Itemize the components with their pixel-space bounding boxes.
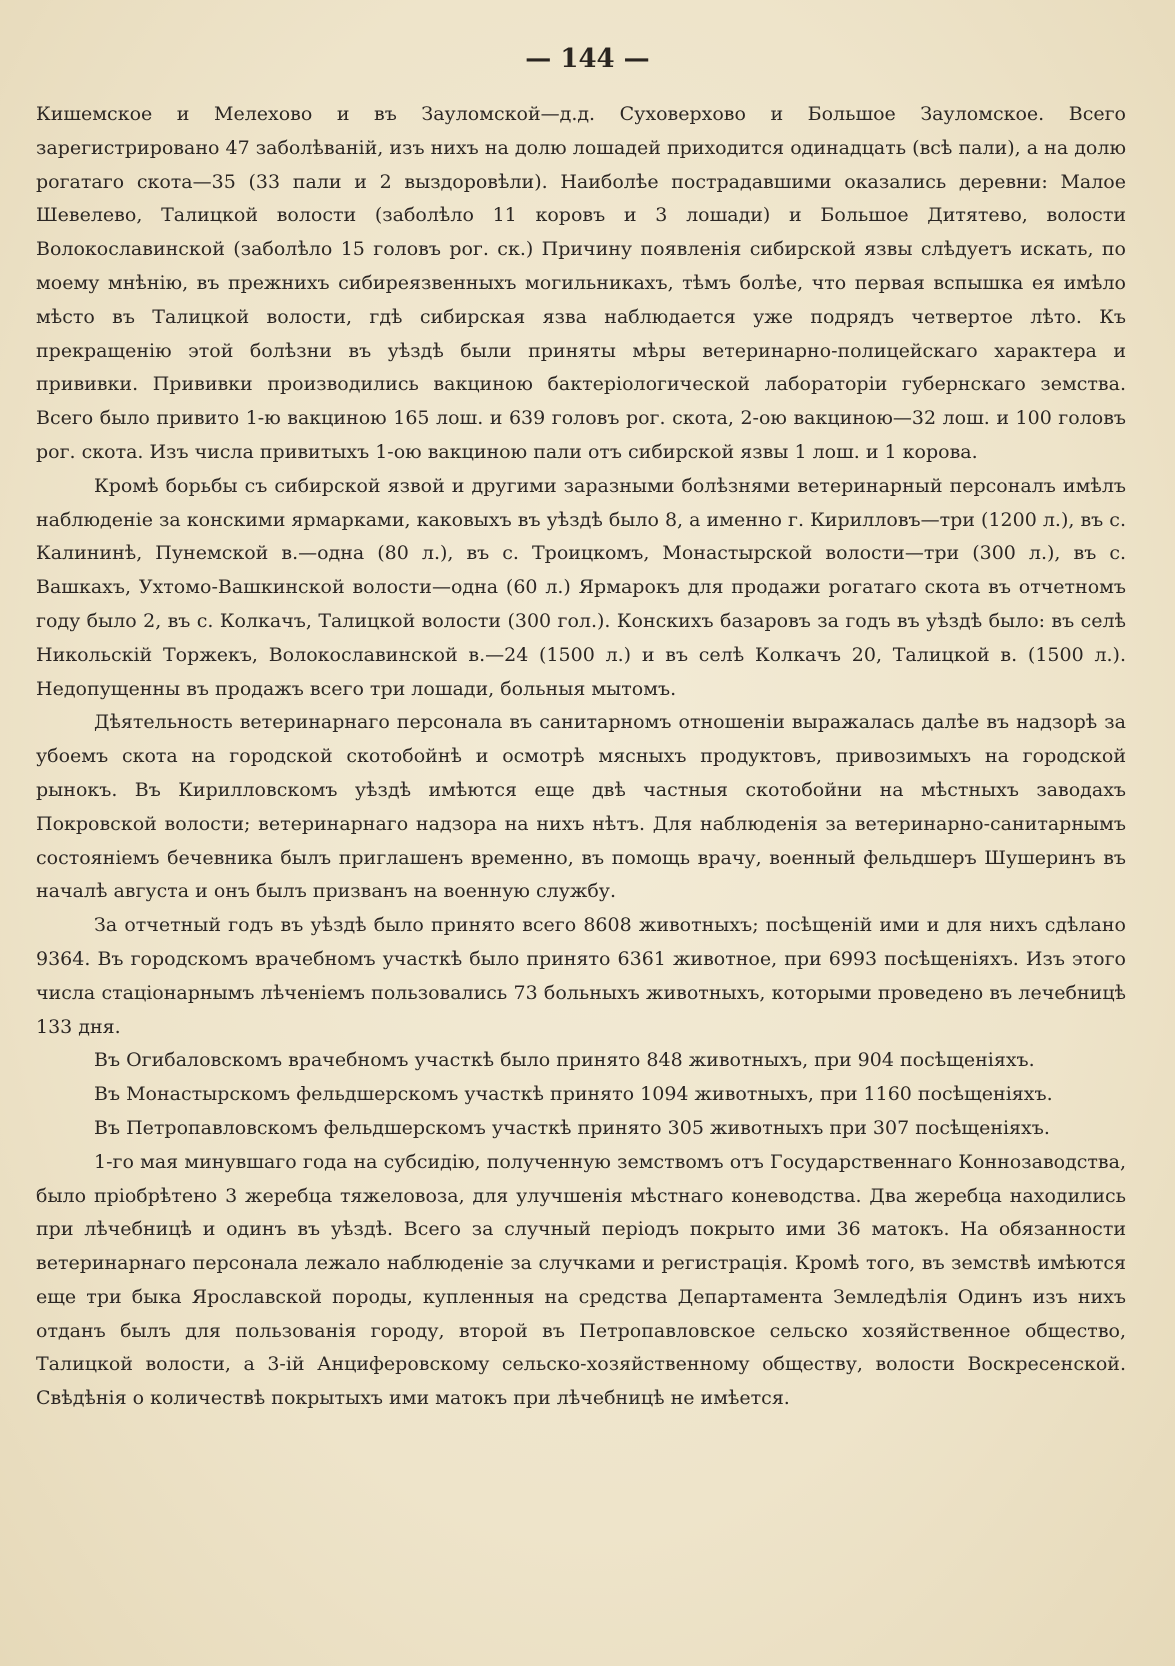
paragraph: 1-го мая минувшаго года на субсидію, полученную земствомъ отъ Государственнаго Коннозаводства, было пріобрѣтено 3 жеребца тяжеловоза, для улучшенія мѣстнаго коневодства. Два жеребца находились при лѣчебницѣ и одинъ въ уѣздѣ. Всего за случный періодъ покрыто ими 36 матокъ. На обязанности ветеринарнаго персонала лежало наблюденіе за случками и регистрація. Кромѣ того, въ земствѣ имѣются еще три быка Ярославской породы, купленныя на средства Департамента Земледѣлія Одинъ изъ нихъ отданъ былъ для пользованія городу, второй въ Петропавловское сельско хозяйственное общество, Талицкой волости, а 3-ій Анциферовскому сельско-хозяйственному обществу, волости Воскресенской. Свѣдѣнія о количествѣ покрытыхъ ими матокъ при лѣчебницѣ не имѣется. bbox=[36, 1150, 1126, 1410]
paragraph: Кишемское и Мелехово и въ Зауломской—д.д. Суховерхово и Большое Зауломское. Всего зарегистрировано 47 заболѣваній, изъ нихъ на долю лошадей приходится одинадцать (всѣ пали), а на долю рогатаго скота—35 (33 пали и 2 выздоровѣли). Наиболѣе пострадавшими оказались деревни: Малое Шевелево, Талицкой волости (заболѣло 11 коровъ и 3 лошади) и Большое Дитятево, волости Волокославинской (заболѣло 15 головъ рог. ск.) Причину появленія сибирской язвы слѣдуетъ искать, по моему мнѣнію, въ прежнихъ сибиреязвенныхъ могильникахъ, тѣмъ болѣе, что первая вспышка ея имѣло мѣсто въ Талицкой волости, гдѣ сибирская язва наблюдается уже подрядъ четвертое лѣто. Къ прекращенію этой болѣзни въ уѣздѣ были приняты мѣры ветеринарно-полицейскаго характера и прививки. Прививки производились вакциною бактеріологической лабораторіи губернскаго земства. Всего было привито 1-ю вакциною 165 лош. и 639 головъ рог. скота, 2-ою вакциною—32 лош. и 100 головъ рог. скота. Изъ числа привитыхъ 1-ою вакциною пали отъ сибирской язвы 1 лош. и 1 корова. bbox=[36, 103, 1126, 463]
paragraph: Кромѣ борьбы съ сибирской язвой и другими заразными болѣзнями ветеринарный персоналъ имѣлъ наблюденіе за конскими ярмарками, каковыхъ въ уѣздѣ было 8, а именно г. Кирилловъ—три (1200 л.), въ с. Калининѣ, Пунемской в.—одна (80 л.), въ с. Троицкомъ, Монастырской волости—три (300 л.), въ с. Вашкахъ, Ухтомо-Вашкинской волости—одна (60 л.) Ярмарокъ для продажи рогатаго скота въ отчетномъ году было 2, въ с. Колкачъ, Талицкой волости (300 гол.). Конскихъ базаровъ за годъ въ уѣздѣ было: въ селѣ Никольскій Торжекъ, Волокославинской в.—24 (1500 л.) и въ селѣ Колкачъ 20, Талицкой в. (1500 л.). Недопущенны въ продажъ всего три лошади, больныя мытомъ. bbox=[36, 474, 1126, 700]
paragraph: Въ Огибаловскомъ врачебномъ участкѣ было принято 848 животныхъ, при 904 посѣщеніяхъ. bbox=[94, 1049, 1035, 1072]
paragraph: Въ Монастырскомъ фельдшерскомъ участкѣ принято 1094 животныхъ, при 1160 посѣщеніяхъ. bbox=[94, 1083, 1053, 1106]
paragraph: Дѣятельность ветеринарнаго персонала въ санитарномъ отношеніи выражалась далѣе въ надзорѣ за убоемъ скота на городской скотобойнѣ и осмотрѣ мясныхъ продуктовъ, привозимыхъ на городской рынокъ. Въ Кирилловскомъ уѣздѣ имѣются еще двѣ частныя скотобойни на мѣстныхъ заводахъ Покровской волости; ветеринарнаго надзора на нихъ нѣтъ. Для наблюденія за ветеринарно-санитарнымъ состояніемъ бечевника былъ приглашенъ временно, въ помощь врачу, военный фельдшеръ Шушеринъ въ началѣ августа и онъ былъ призванъ на военную службу. bbox=[36, 711, 1126, 903]
document-body bbox=[36, 98, 1126, 1416]
paragraph: За отчетный годъ въ уѣздѣ было принято всего 8608 животныхъ; посѣщеній ими и для нихъ сдѣлано 9364. Въ городскомъ врачебномъ участкѣ было принято 6361 животное, при 6993 посѣщеніяхъ. Изъ этого числа стаціонарнымъ лѣченіемъ пользовались 73 больныхъ животныхъ, которыми проведено въ лечебницѣ 133 дня. bbox=[36, 914, 1126, 1038]
paragraph: Въ Петропавловскомъ фельдшерскомъ участкѣ принято 305 животныхъ при 307 посѣщеніяхъ. bbox=[94, 1116, 1050, 1139]
page-number: — 144 — bbox=[525, 44, 650, 74]
